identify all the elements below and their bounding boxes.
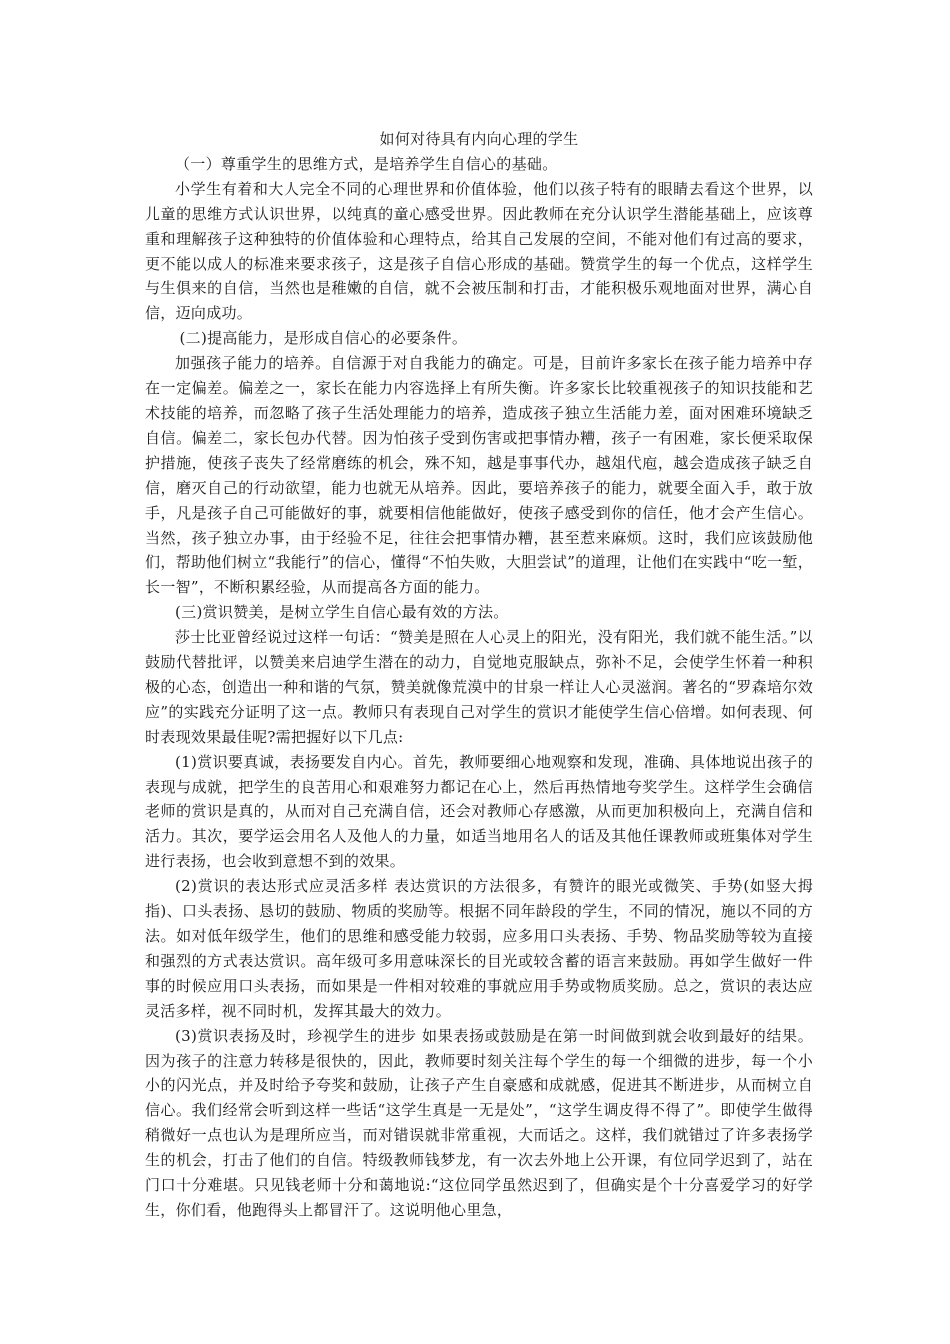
section-3-item-3: (3)赏识表扬及时，珍视学生的进步 如果表扬或鼓励是在第一时间做到就会收到最好的结果。因为孩子的注意力转移是很快的，因此，教师要时刻关注每个学生的每一个细微的进步，每一个小小的闪光点，并及时给予夸奖和鼓励，让孩子产生自豪感和成就感，促进其不断进步，从而树立自信心。我们经常会听到这样一些话“这学生真是一无是处”，“这学生调皮得不得了”。即使学生做得稍微好一点也认为是理所应当，而对错误就非常重视，大而话之。这样，我们就错过了许多表扬学生的机会，打击了他们的自信。特级教师钱梦龙，有一次去外地上公开课，有位同学迟到了，站在门口十分难堪。只见钱老师十分和蔼地说:“这位同学虽然迟到了，但确实是个十分喜爱学习的好学生，你们看，他跑得头上都冒汗了。这说明他心里急， <box>145 1026 813 1219</box>
document-title: 如何对待具有内向心理的学生 <box>379 130 579 148</box>
section-3-item-2: (2)赏识的表达形式应灵活多样 表达赏识的方法很多，有赞许的眼光或微笑、手势(如竖大拇指)、口头表扬、恳切的鼓励、物质的奖励等。根据不同年龄段的学生，不同的情况，施以不同的方法。如对低年级学生，他们的思维和感受能力较弱，应多用口头表扬、手势、物品奖励等较为直接和强烈的方式表达赏识。高年级可多用意味深长的目光或较含蓄的语言来鼓励。再如学生做好一件事的时候应用口头表扬，而如果是一件相对较难的事就应用手势或物质奖励。总之，赏识的表达应灵活多样，视不同时机，发挥其最大的效力。 <box>145 877 813 1020</box>
document-page <box>145 127 813 1223</box>
section-3-heading: (三)赏识赞美，是树立学生自信心最有效的方法。 <box>175 603 509 622</box>
section-2-heading: (二)提高能力，是形成自信心的必要条件。 <box>179 329 468 348</box>
section-3-item-1: (1)赏识要真诚，表扬要发自内心。首先，教师要细心地观察和发现，准确、具体地说出孩子的表现与成就，把学生的良苦用心和艰难努力都记在心上，然后再热情地夸奖学生。这样学生会确信老师的赏识是真的，从而对自己充满自信，还会对教师心存感激，从而更加积极向上，充满自信和活力。其次，要学运会用名人及他人的力量，如适当地用名人的话及其他任课教师或班集体对学生进行表扬，也会收到意想不到的效果。 <box>145 752 813 871</box>
section-1-heading: （一）尊重学生的思维方式，是培养学生自信心的基础。 <box>175 154 558 173</box>
section-1-paragraph: 小学生有着和大人完全不同的心理世界和价值体验，他们以孩子特有的眼睛去看这个世界，以儿童的思维方式认识世界，以纯真的童心感受世界。因此教师在充分认识学生潜能基础上，应该尊重和理解孩子这种独特的价值体验和心理特点，给其自己发展的空间，不能对他们有过高的要求，更不能以成人的标准来要求孩子，这是孩子自信心形成的基础。赞赏学生的每一个优点，这样学生与生俱来的自信，当然也是稚嫩的自信，就不会被压制和打击，才能积极乐观地面对世界，满心自信，迈向成功。 <box>145 179 813 323</box>
section-2-paragraph: 加强孩子能力的培养。自信源于对自我能力的确定。可是，目前许多家长在孩子能力培养中存在一定偏差。偏差之一，家长在能力内容选择上有所失衡。许多家长比较重视孩子的知识技能和艺术技能的培养，而忽略了孩子生活处理能力的培养，造成孩子独立生活能力差，面对困难环境缺乏自信。偏差二，家长包办代替。因为怕孩子受到伤害或把事情办糟，孩子一有困难，家长便采取保护措施，使孩子丧失了经常磨练的机会，殊不知，越是事事代办，越俎代庖，越会造成孩子缺乏自信，磨灭自己的行动欲望，能力也就无从培养。因此，要培养孩子的能力，就要全面入手，敢于放手，凡是孩子自己可能做好的事，就要相信他能做好，使孩子感受到你的信任，他才会产生信心。当然，孩子独立办事，由于经验不足，往往会把事情办糟，甚至惹来麻烦。这时，我们应该鼓励他们，帮助他们树立“我能行”的信心，懂得“不怕失败，大胆尝试”的道理，让他们在实践中“吃一堑，长一智”，不断积累经验，从而提高各方面的能力。 <box>145 354 813 597</box>
section-3-paragraph: 莎士比亚曾经说过这样一句话：“赞美是照在人心灵上的阳光，没有阳光，我们就不能生活。”以鼓励代替批评，以赞美来启迪学生潜在的动力，自觉地克服缺点，弥补不足，会使学生怀着一种积极的心态，创造出一种和谐的气氛，赞美就像荒漠中的甘泉一样让人心灵滋润。著名的“罗森培尔效应”的实践充分证明了这一点。教师只有表现自己对学生的赏识才能使学生信心倍增。如何表现、何时表现效果最佳呢?需把握好以下几点: <box>145 628 813 746</box>
